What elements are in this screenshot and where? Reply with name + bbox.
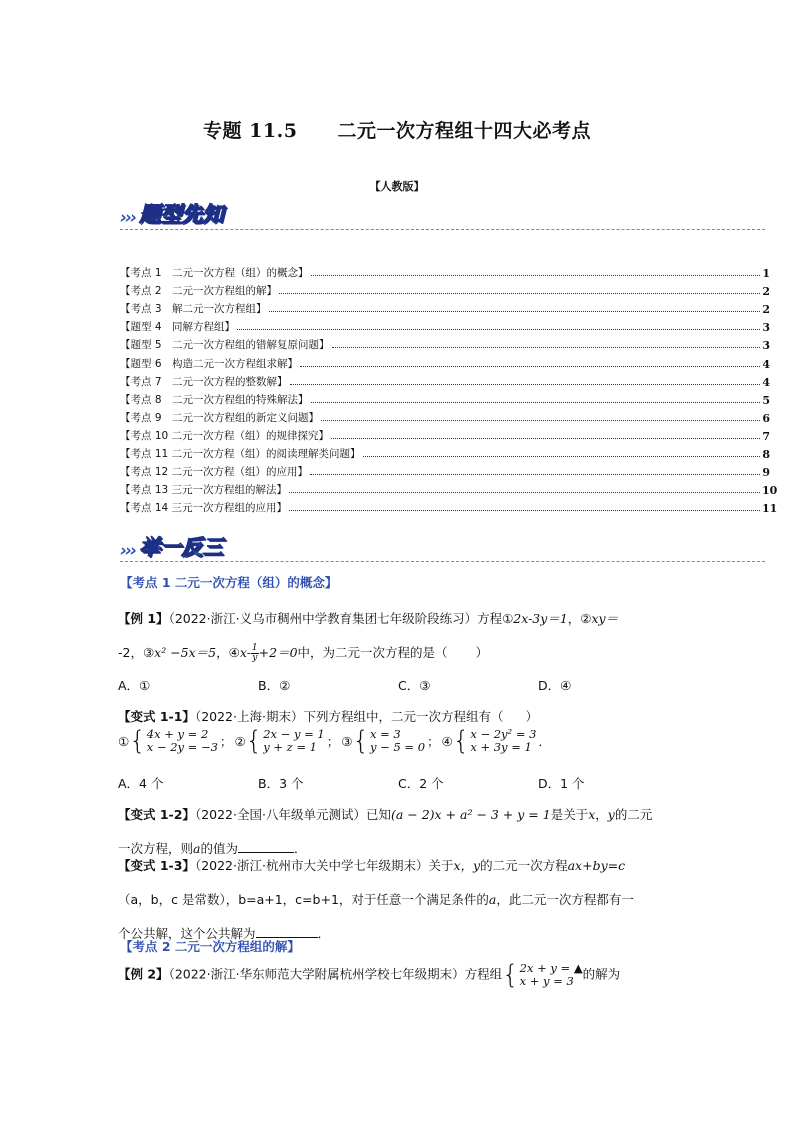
text: 是关于 — [550, 807, 589, 822]
brace-icon: { — [352, 726, 369, 756]
option[interactable]: B．3 个 — [258, 776, 304, 791]
brace-icon: { — [502, 960, 519, 990]
toc-entry[interactable] — [120, 461, 770, 479]
variable: a — [488, 892, 497, 907]
toc-page-number: 7 — [762, 429, 770, 443]
equation-line: x + y = 3 — [519, 974, 574, 988]
example-1 — [118, 602, 678, 670]
separator: ； — [326, 734, 340, 749]
text: 个公共解，这个公共解为 — [118, 926, 256, 941]
toc-entry[interactable] — [120, 316, 770, 334]
toc-entry[interactable] — [120, 371, 770, 389]
equation-line: 2x + y = ▲ — [519, 961, 583, 975]
banner-title: 举一反三 — [139, 535, 224, 559]
variable: x — [588, 807, 596, 822]
text: -2，③ — [118, 645, 155, 660]
toc-leader — [310, 474, 760, 475]
equation-line: 4x + y = 2 — [146, 727, 209, 741]
source: （2022·浙江·义乌市稠州中学教育集团七年级阶段练习） — [168, 611, 478, 626]
toc-entry[interactable] — [120, 407, 770, 425]
toc-page-number: 3 — [762, 339, 770, 353]
toc-leader — [300, 366, 760, 367]
toc-entry[interactable] — [120, 280, 770, 298]
toc-page-number: 3 — [762, 321, 770, 335]
text: ． — [317, 926, 331, 941]
option[interactable]: A．4 个 — [118, 776, 164, 791]
section-heading: 【考点 1 二元一次方程（组）的概念】 — [120, 575, 338, 590]
option[interactable]: B．② — [258, 678, 291, 693]
toc-page-number: 9 — [762, 466, 770, 480]
brace-icon: { — [452, 726, 470, 756]
toc-entry-label: 【考点 3 解二元一次方程组】 — [120, 303, 267, 316]
system-mark: ③ — [341, 733, 353, 749]
banner-arrows-icon: ››› — [120, 541, 136, 561]
toc-leader — [237, 329, 760, 330]
toc-entry-label: 【题型 5 二元一次方程组的错解复原问题】 — [120, 339, 330, 352]
toc-entry[interactable] — [120, 298, 770, 316]
title-number: 专题 11.5 — [203, 120, 298, 142]
equation-line: x − 2y² = 3 — [470, 727, 537, 741]
text: （a，b，c 是常数），b=a+1，c=b+1，对于任意一个满足条件的 — [118, 892, 489, 907]
banner-arrows-icon: ››› — [120, 208, 136, 228]
text: （2022·全国·八年级单元测试）已知 — [194, 807, 391, 822]
toc-entry[interactable] — [120, 262, 770, 280]
brace-icon: { — [129, 726, 146, 756]
equation-line: 2x − y = 1 — [263, 727, 325, 741]
divider — [120, 561, 765, 562]
example-2 — [118, 962, 678, 988]
toc-page-number: 1 — [762, 267, 770, 281]
variable: y — [607, 807, 615, 822]
equation-system — [442, 728, 553, 754]
banner-examples — [120, 531, 223, 561]
variant-tag: 【变式 1-2】 — [118, 807, 195, 822]
equation-system — [234, 728, 341, 754]
toc-page-number: 4 — [762, 357, 770, 371]
toc-leader — [289, 510, 760, 511]
example-tag: 【例 1】 — [118, 611, 169, 626]
text: （2022·浙江·华东师范大学附属杭州学校七年级期末）方程组 — [168, 966, 503, 982]
options-example-1 — [118, 676, 678, 694]
toc-page-number: 10 — [762, 484, 778, 498]
variable: a — [193, 841, 201, 856]
toc-entry-label: 【考点 2 二元一次方程组的解】 — [120, 285, 278, 298]
text: 的二元一次方程 — [480, 858, 568, 873]
equation-system — [341, 728, 441, 754]
toc-leader — [321, 420, 760, 421]
toc-entry[interactable] — [120, 497, 778, 516]
toc-page-number: 4 — [762, 375, 770, 389]
text: ，② — [567, 611, 592, 626]
toc-entry-label: 【题型 4 同解方程组】 — [120, 321, 236, 334]
separator: ． — [538, 734, 551, 749]
toc-entry-label: 【考点 7 二元一次方程的整数解】 — [120, 375, 288, 388]
toc-page-number: 2 — [762, 285, 770, 299]
text: 的解为 — [582, 966, 621, 982]
text: （2022·浙江·杭州市大关中学七年级期末）关于 — [194, 858, 454, 873]
text: ） — [525, 709, 538, 724]
option[interactable]: D．1 个 — [538, 776, 585, 791]
text: 中，为二元一次方程的是（ — [297, 645, 448, 660]
denominator: y — [252, 653, 258, 663]
text: ， — [595, 807, 608, 822]
toc-entry[interactable] — [120, 479, 778, 498]
system-mark: ④ — [441, 733, 453, 749]
banner-overview — [120, 198, 223, 228]
banner-title: 题型先知 — [139, 202, 224, 226]
toc-entry-label: 【考点 14 三元一次方程组的应用】 — [120, 502, 288, 515]
separator: ； — [427, 734, 440, 749]
toc-entry-label: 【考点 12 二元一次方程（组）的应用】 — [120, 466, 309, 479]
variant-tag: 【变式 1-3】 — [118, 858, 195, 873]
example-tag: 【例 2】 — [118, 966, 169, 982]
system-mark: ② — [234, 733, 246, 749]
toc-entry-label: 【考点 9 二元一次方程组的新定义问题】 — [120, 411, 320, 424]
text: 方程① — [477, 611, 514, 626]
text: ． — [293, 841, 307, 856]
text: 的二元 — [614, 807, 653, 822]
toc-entry-label: 【题型 6 构造二元一次方程组求解】 — [120, 357, 299, 370]
equation-line: x − 2y = −3 — [146, 740, 218, 754]
toc-leader — [311, 275, 760, 276]
equation-line: x = 3 — [370, 727, 401, 741]
equation-line: y + z = 1 — [263, 740, 317, 754]
divider — [120, 229, 765, 230]
toc-entry[interactable] — [120, 443, 770, 461]
section-heading: 【考点 2 二元一次方程组的解】 — [120, 939, 300, 954]
brace-icon: { — [245, 726, 263, 756]
toc-entry-label: 【考点 11 二元一次方程（组）的阅读理解类问题】 — [120, 448, 361, 461]
toc-page-number: 6 — [762, 411, 770, 425]
text: ，此二元一次方程都有一 — [496, 892, 634, 907]
options-variant-1-1 — [118, 774, 678, 792]
text: ） — [475, 645, 489, 660]
equation: x² −5x＝5 — [154, 645, 217, 660]
title-text: 二元一次方程组十四大必考点 — [337, 120, 591, 142]
equation-line: y − 5 = 0 — [370, 740, 426, 754]
equation-system — [502, 962, 583, 988]
equation: +2＝0 — [258, 645, 298, 660]
toc-leader — [290, 384, 760, 385]
toc-leader — [332, 347, 760, 348]
toc-entry[interactable] — [120, 389, 770, 407]
separator: ； — [219, 734, 233, 749]
toc-page-number: 2 — [762, 303, 770, 317]
option[interactable]: C．③ — [398, 678, 431, 693]
toc-page-number: 8 — [762, 448, 770, 462]
option[interactable]: C．2 个 — [398, 776, 444, 791]
text: 的值为 — [200, 841, 238, 856]
numerator: 1 — [251, 643, 258, 653]
equation-systems — [118, 728, 553, 754]
equation: xy＝ — [591, 611, 619, 626]
toc-entry-label: 【考点 8 二元一次方程组的特殊解法】 — [120, 393, 309, 406]
variant-tag: 【变式 1-1】 — [118, 709, 195, 724]
toc-leader — [363, 456, 760, 457]
option[interactable]: D．④ — [538, 678, 572, 693]
fraction — [251, 644, 259, 663]
toc-entry[interactable] — [120, 334, 770, 352]
text: ，④ — [216, 645, 240, 660]
option[interactable]: A．① — [118, 678, 151, 693]
toc-leader — [269, 311, 760, 312]
edition-label: 【人教版】 — [369, 180, 425, 193]
toc-leader — [331, 438, 760, 439]
page-title — [0, 116, 794, 143]
toc-leader — [311, 402, 760, 403]
toc-entry-label: 【考点 10 二元一次方程（组）的规律探究】 — [120, 429, 330, 442]
equation: 2x-3y＝1 — [513, 611, 568, 626]
toc-page-number: 5 — [762, 393, 770, 407]
equation: x- — [239, 645, 251, 660]
equation-line: x + 3y = 1 — [470, 740, 532, 754]
variant-1-3 — [118, 849, 678, 951]
toc-entry[interactable] — [120, 352, 770, 370]
toc-entry-label: 【考点 13 三元一次方程组的解法】 — [120, 484, 288, 497]
text: （2022·上海·期末）下列方程组中，二元一次方程组有（ — [194, 709, 504, 724]
equation-system — [118, 728, 234, 754]
toc-leader — [279, 293, 760, 294]
toc-page-number: 11 — [762, 502, 778, 516]
toc-entry[interactable] — [120, 425, 770, 443]
toc-leader — [289, 492, 760, 493]
table-of-contents — [120, 262, 778, 516]
text: 一次方程，则 — [118, 841, 194, 856]
toc-entry-label: 【考点 1 二元一次方程（组）的概念】 — [120, 267, 309, 280]
variables: x，y — [453, 858, 481, 873]
system-mark: ① — [118, 733, 130, 749]
equation: (a − 2)x + a² − 3 + y = 1 — [390, 807, 551, 822]
equation: ax+by=c — [567, 858, 626, 873]
